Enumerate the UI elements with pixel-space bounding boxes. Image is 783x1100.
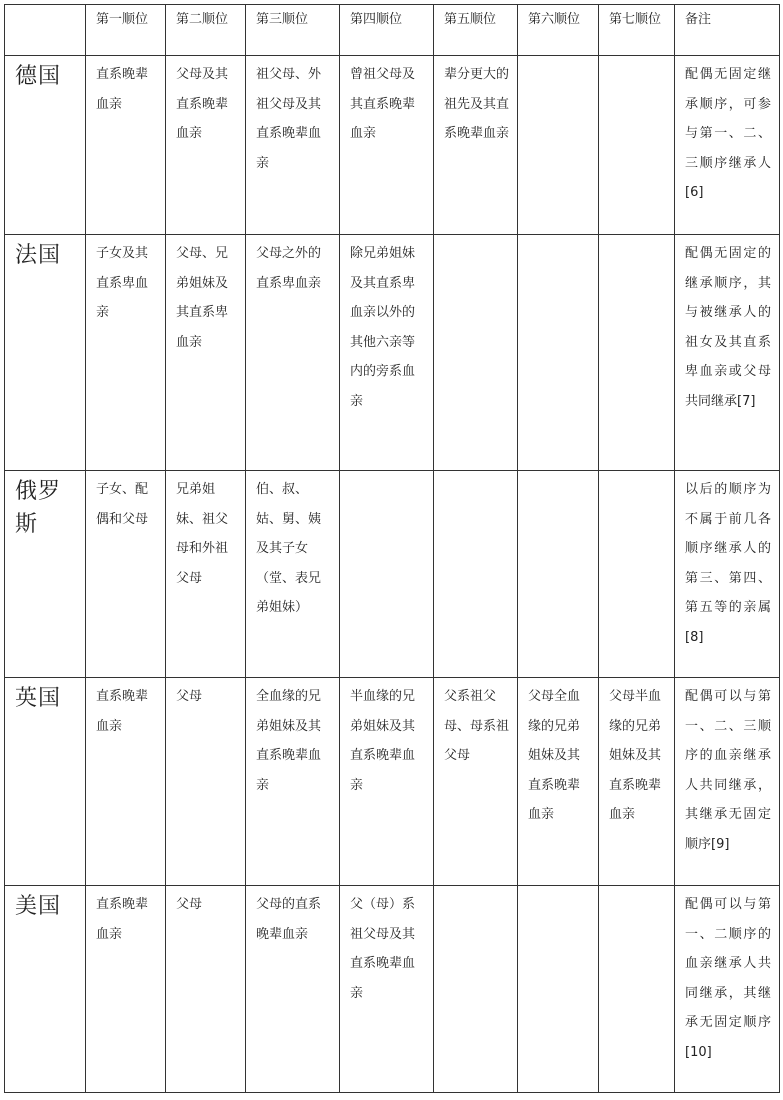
- table-cell: [599, 235, 675, 471]
- table-cell: 除兄弟姐妹及其直系卑血亲以外的其他六亲等内的旁系血亲: [340, 235, 434, 471]
- note-cell: 配偶无固定的继承顺序，其与被继承人的祖女及其直系卑血亲或父母共同继承[7]: [675, 235, 780, 471]
- note-cell: 配偶可以与第一、二、三顺序的血亲继承人共同继承，其继承无固定顺序[9]: [675, 678, 780, 886]
- table-cell: 父母: [166, 886, 246, 1093]
- table-row-france: [5, 235, 780, 471]
- country-cell: 德国: [5, 56, 86, 235]
- table-cell: 半血缘的兄弟姐妹及其直系晚辈血亲: [340, 678, 434, 886]
- header-cell-remarks: 备注: [675, 5, 780, 56]
- table-cell: 父母及其直系晚辈血亲: [166, 56, 246, 235]
- country-cell: 俄罗斯: [5, 471, 86, 678]
- table-cell: [518, 471, 599, 678]
- header-cell-order-2: 第二顺位: [166, 5, 246, 56]
- table-cell: 父母全血缘的兄弟姐妹及其直系晚辈血亲: [518, 678, 599, 886]
- header-cell-order-5: 第五顺位: [434, 5, 518, 56]
- table-cell: 父系祖父母、母系祖父母: [434, 678, 518, 886]
- header-cell-order-7: 第七顺位: [599, 5, 675, 56]
- table-row-uk: [5, 678, 780, 886]
- table-cell: [518, 56, 599, 235]
- note-cell: 配偶无固定继承顺序，可参与第一、二、三顺序继承人[6]: [675, 56, 780, 235]
- table-cell: 祖父母、外祖父母及其直系晚辈血亲: [246, 56, 340, 235]
- table-cell: 子女、配偶和父母: [86, 471, 166, 678]
- table-cell: 父（母）系祖父母及其直系晚辈血亲: [340, 886, 434, 1093]
- header-cell-empty: [5, 5, 86, 56]
- country-cell: 英国: [5, 678, 86, 886]
- header-cell-order-1: 第一顺位: [86, 5, 166, 56]
- table-cell: [434, 471, 518, 678]
- country-cell: 法国: [5, 235, 86, 471]
- header-cell-order-6: 第六顺位: [518, 5, 599, 56]
- table-row-russia: [5, 471, 780, 678]
- table-row-usa: [5, 886, 780, 1093]
- table-cell: 父母: [166, 678, 246, 886]
- table-cell: [518, 235, 599, 471]
- table-row-germany: [5, 56, 780, 235]
- note-cell: 以后的顺序为不属于前几各顺序继承人的第三、第四、第五等的亲属[8]: [675, 471, 780, 678]
- table-cell: [434, 235, 518, 471]
- table-cell: 直系晚辈血亲: [86, 678, 166, 886]
- table-cell: 父母的直系晚辈血亲: [246, 886, 340, 1093]
- table-cell: 全血缘的兄弟姐妹及其直系晚辈血亲: [246, 678, 340, 886]
- table-cell: 子女及其直系卑血亲: [86, 235, 166, 471]
- table-cell: 父母之外的直系卑血亲: [246, 235, 340, 471]
- table-cell: 父母、兄弟姐妹及其直系卑血亲: [166, 235, 246, 471]
- table-cell: [599, 56, 675, 235]
- inheritance-order-table: [4, 4, 780, 1093]
- table-cell: 伯、叔、姑、舅、姨及其子女（堂、表兄弟姐妹）: [246, 471, 340, 678]
- table-cell: 父母半血缘的兄弟姐妹及其直系晚辈血亲: [599, 678, 675, 886]
- table-cell: [340, 471, 434, 678]
- table-cell: 兄弟姐妹、祖父母和外祖父母: [166, 471, 246, 678]
- table-cell: [518, 886, 599, 1093]
- header-cell-order-4: 第四顺位: [340, 5, 434, 56]
- table-cell: [599, 886, 675, 1093]
- note-cell: 配偶可以与第一、二顺序的血亲继承人共同继承，其继承无固定顺序[10]: [675, 886, 780, 1093]
- table-cell: [599, 471, 675, 678]
- table-cell: 直系晚辈血亲: [86, 56, 166, 235]
- country-cell: 美国: [5, 886, 86, 1093]
- table-cell: 辈分更大的祖先及其直系晚辈血亲: [434, 56, 518, 235]
- table-header-row: [5, 5, 780, 56]
- table-cell: 直系晚辈血亲: [86, 886, 166, 1093]
- table-cell: 曾祖父母及其直系晚辈血亲: [340, 56, 434, 235]
- header-cell-order-3: 第三顺位: [246, 5, 340, 56]
- table-cell: [434, 886, 518, 1093]
